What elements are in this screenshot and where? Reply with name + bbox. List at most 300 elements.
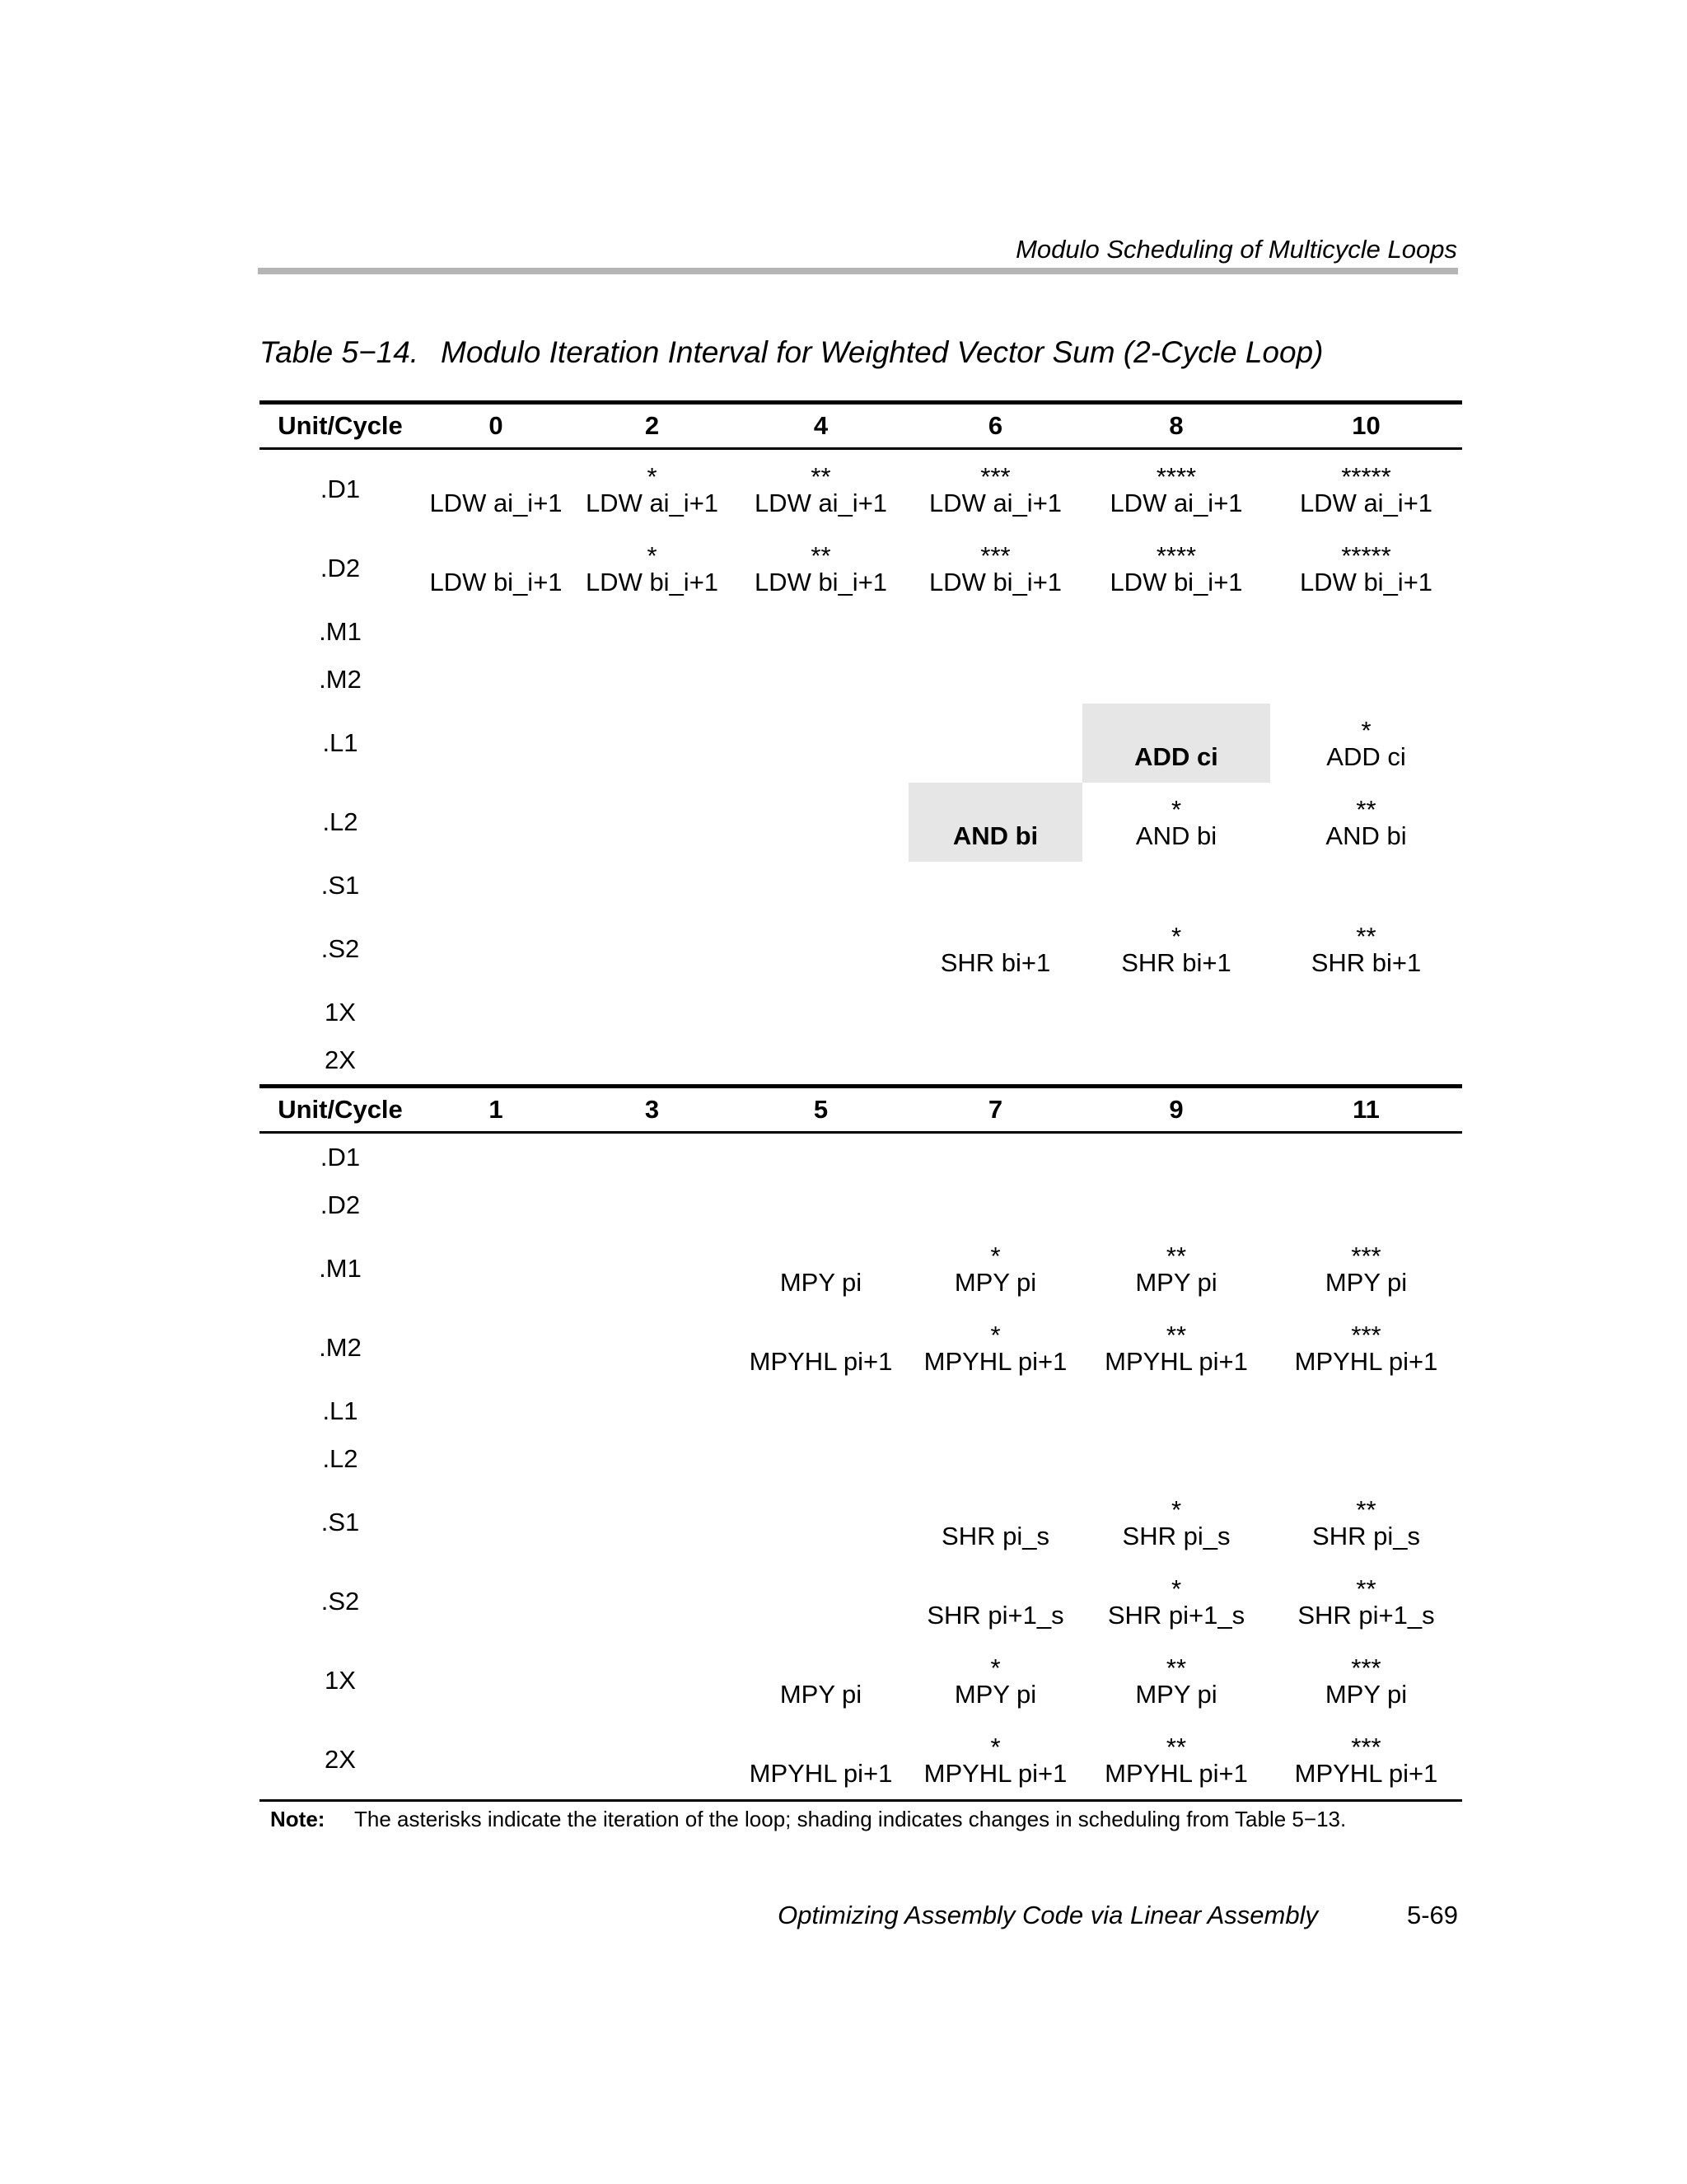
iteration-asterisks: **	[811, 541, 831, 570]
iteration-asterisks: **	[1356, 795, 1376, 824]
instruction: MPYHL pi+1	[749, 1759, 893, 1788]
empty-cell	[421, 1181, 571, 1229]
schedule-cell	[1270, 1229, 1462, 1308]
iteration-asterisks	[909, 1575, 1082, 1600]
instruction: LDW ai_i+1	[585, 489, 719, 517]
table-row	[259, 1720, 1462, 1801]
schedule-cell	[1082, 704, 1270, 783]
iteration-asterisks: **	[1166, 1242, 1187, 1270]
cell-content	[1082, 1575, 1270, 1641]
cycle-header: 3	[571, 1087, 733, 1133]
empty-cell	[909, 1435, 1082, 1483]
cell-content	[1270, 1733, 1462, 1799]
table-note	[270, 1804, 1346, 1834]
empty-cell	[733, 1181, 909, 1229]
cycle-header: 11	[1270, 1087, 1462, 1133]
table-row	[259, 1435, 1462, 1483]
empty-cell	[1270, 1387, 1462, 1435]
instruction: SHR pi_s	[1312, 1522, 1420, 1550]
cycle-header: 9	[1082, 1087, 1270, 1133]
empty-cell	[571, 1308, 733, 1387]
unit-label: .D1	[320, 1143, 361, 1172]
iteration-asterisks	[909, 923, 1082, 947]
empty-cell	[733, 910, 909, 989]
schedule-cell	[1270, 1641, 1462, 1720]
empty-cell	[571, 1133, 733, 1182]
empty-cell	[571, 1720, 733, 1801]
empty-cell	[571, 608, 733, 656]
cell-content	[421, 463, 571, 529]
cell-content	[1082, 1242, 1270, 1308]
cell-content	[733, 463, 909, 529]
cell-content	[1082, 717, 1270, 783]
schedule-cell	[733, 1641, 909, 1720]
schedule-cell	[733, 1229, 909, 1308]
empty-cell	[421, 1308, 571, 1387]
empty-cell	[909, 1387, 1082, 1435]
schedule-cell	[571, 529, 733, 608]
iteration-asterisks: ***	[980, 462, 1011, 491]
unit-label: .M2	[319, 1333, 362, 1362]
schedule-cell	[421, 529, 571, 608]
instruction: MPYHL pi+1	[1294, 1759, 1438, 1788]
instruction: SHR bi+1	[1311, 948, 1422, 977]
schedule-cell	[909, 529, 1082, 608]
cell-content	[1270, 463, 1462, 529]
unit-cycle-header: Unit/Cycle	[259, 1087, 421, 1133]
table-row	[259, 704, 1462, 783]
empty-cell	[421, 1562, 571, 1641]
table-row	[259, 608, 1462, 656]
table-row	[259, 1641, 1462, 1720]
unit-label: .D2	[320, 554, 361, 582]
schedule-cell	[1270, 910, 1462, 989]
empty-cell	[571, 656, 733, 704]
empty-cell	[1082, 1036, 1270, 1087]
empty-cell	[733, 608, 909, 656]
instruction: MPY pi	[954, 1680, 1037, 1709]
empty-cell	[571, 1229, 733, 1308]
schedule-cell	[909, 1483, 1082, 1562]
cell-content	[733, 1733, 909, 1799]
iteration-asterisks	[733, 1321, 909, 1346]
instruction: MPYHL pi+1	[1294, 1347, 1438, 1376]
note-label: Note:	[270, 1807, 325, 1831]
unit-cycle-header: Unit/Cycle	[259, 403, 421, 449]
cell-content	[733, 1321, 909, 1387]
unit-label: .S1	[320, 871, 360, 900]
empty-cell	[421, 862, 571, 910]
schedule-cell	[1270, 1562, 1462, 1641]
empty-cell	[733, 1562, 909, 1641]
iteration-asterisks: **	[1166, 1321, 1187, 1349]
iteration-asterisks: *****	[1341, 541, 1391, 570]
cell-content	[1082, 923, 1270, 989]
empty-cell	[571, 910, 733, 989]
empty-cell	[909, 1133, 1082, 1182]
empty-cell	[909, 656, 1082, 704]
empty-cell	[571, 862, 733, 910]
instruction: SHR bi+1	[940, 948, 1051, 977]
instruction: MPY pi	[779, 1680, 862, 1709]
instruction: ADD ci	[1326, 742, 1406, 771]
empty-cell	[421, 1435, 571, 1483]
schedule-cell	[1270, 1308, 1462, 1387]
unit-label: .M1	[319, 1254, 362, 1283]
table-row	[259, 1483, 1462, 1562]
instruction: LDW ai_i+1	[1299, 489, 1433, 517]
empty-cell	[1082, 1435, 1270, 1483]
cell-content	[421, 542, 571, 608]
instruction: LDW bi_i+1	[1110, 568, 1243, 596]
empty-cell	[733, 1435, 909, 1483]
page-footer	[258, 1899, 1458, 1940]
cycle-header: 7	[909, 1087, 1082, 1133]
schedule-cell	[1082, 910, 1270, 989]
instruction: MPYHL pi+1	[1105, 1347, 1248, 1376]
iteration-asterisks: *	[1361, 716, 1372, 745]
cell-content	[733, 1242, 909, 1308]
schedule-table	[259, 400, 1462, 1802]
cycle-header: 8	[1082, 403, 1270, 449]
table-row	[259, 1133, 1462, 1182]
schedule-cell	[1270, 704, 1462, 783]
unit-label: .S1	[320, 1508, 360, 1536]
cell-content	[1270, 796, 1462, 862]
schedule-cell	[909, 1308, 1082, 1387]
schedule-cell	[421, 449, 571, 530]
schedule-cell	[1270, 449, 1462, 530]
cell-content	[909, 1654, 1082, 1720]
empty-cell	[1082, 989, 1270, 1036]
instruction: LDW bi_i+1	[754, 568, 888, 596]
iteration-asterisks	[1082, 717, 1270, 741]
unit-label: .L1	[322, 1396, 358, 1425]
instruction: SHR pi_s	[942, 1522, 1049, 1550]
table-header-row	[259, 1087, 1462, 1133]
empty-cell	[571, 783, 733, 862]
schedule-cell	[1082, 449, 1270, 530]
empty-cell	[421, 1036, 571, 1087]
page-number: 5-69	[1406, 1901, 1458, 1929]
iteration-asterisks: ***	[1351, 1653, 1381, 1682]
empty-cell	[733, 1036, 909, 1087]
cell-content	[1270, 1575, 1462, 1641]
empty-cell	[421, 704, 571, 783]
iteration-asterisks	[421, 542, 571, 567]
instruction: LDW bi_i+1	[928, 568, 1063, 596]
schedule-cell	[571, 449, 733, 530]
cycle-header: 4	[733, 403, 909, 449]
schedule-cell	[1082, 1562, 1270, 1641]
unit-label: .L1	[322, 728, 358, 757]
instruction: LDW ai_i+1	[429, 489, 563, 517]
empty-cell	[571, 1562, 733, 1641]
empty-cell	[733, 989, 909, 1036]
empty-cell	[1270, 608, 1462, 656]
iteration-asterisks	[733, 1654, 909, 1679]
unit-label: .S2	[320, 934, 360, 963]
footer-title: Optimizing Assembly Code via Linear Assembly	[778, 1901, 1318, 1929]
unit-label: .L2	[322, 1444, 358, 1473]
empty-cell	[421, 1720, 571, 1801]
cell-content	[909, 463, 1082, 529]
empty-cell	[733, 656, 909, 704]
empty-cell	[1082, 1387, 1270, 1435]
instruction: SHR pi+1_s	[927, 1601, 1064, 1630]
empty-cell	[1082, 656, 1270, 704]
empty-cell	[571, 1181, 733, 1229]
schedule-cell	[1082, 529, 1270, 608]
cell-content	[1270, 1321, 1462, 1387]
cell-content	[571, 463, 733, 529]
empty-cell	[421, 1483, 571, 1562]
schedule-cell	[909, 910, 1082, 989]
empty-cell	[421, 1133, 571, 1182]
schedule-cell	[1082, 1641, 1270, 1720]
iteration-asterisks: *	[1171, 1495, 1182, 1524]
schedule-cell	[1082, 783, 1270, 862]
schedule-cell	[909, 783, 1082, 862]
empty-cell	[1270, 1435, 1462, 1483]
table-row	[259, 1308, 1462, 1387]
empty-cell	[571, 1036, 733, 1087]
empty-cell	[571, 1387, 733, 1435]
iteration-asterisks: *	[990, 1653, 1001, 1682]
iteration-asterisks: **	[1166, 1653, 1187, 1682]
cell-content	[909, 1321, 1082, 1387]
empty-cell	[1270, 656, 1462, 704]
empty-cell	[1270, 989, 1462, 1036]
table-number: Table 5−14.	[259, 335, 419, 369]
instruction: AND bi	[1325, 821, 1407, 850]
instruction: MPYHL pi+1	[923, 1759, 1068, 1788]
empty-cell	[1270, 1181, 1462, 1229]
table-title: Modulo Iteration Interval for Weighted Vector Sum (2-Cycle Loop)	[441, 335, 1324, 369]
table-row	[259, 529, 1462, 608]
empty-cell	[421, 608, 571, 656]
instruction: MPYHL pi+1	[749, 1347, 893, 1376]
unit-label: .D2	[320, 1190, 361, 1219]
empty-cell	[571, 704, 733, 783]
instruction: MPYHL pi+1	[923, 1347, 1068, 1376]
empty-cell	[733, 1387, 909, 1435]
table-row	[259, 1229, 1462, 1308]
empty-cell	[571, 1641, 733, 1720]
cell-content	[1270, 717, 1462, 783]
cell-content	[733, 542, 909, 608]
empty-cell	[1082, 862, 1270, 910]
cell-content	[909, 796, 1082, 862]
cell-content	[909, 1733, 1082, 1799]
unit-label: 1X	[325, 998, 356, 1027]
schedule-cell	[1270, 783, 1462, 862]
schedule-cell	[1082, 1483, 1270, 1562]
schedule-cell	[733, 1720, 909, 1801]
empty-cell	[1082, 1133, 1270, 1182]
empty-cell	[571, 1483, 733, 1562]
instruction: SHR bi+1	[1121, 948, 1231, 977]
iteration-asterisks	[909, 1496, 1082, 1521]
unit-label: .M2	[319, 665, 362, 694]
empty-cell	[571, 1435, 733, 1483]
instruction: MPY pi	[1135, 1680, 1217, 1709]
empty-cell	[421, 1229, 571, 1308]
cell-content	[1082, 542, 1270, 608]
empty-cell	[421, 783, 571, 862]
note-text: The asterisks indicate the iteration of the loop; shading indicates changes in scheduling from Table 5−13.	[354, 1807, 1347, 1831]
iteration-asterisks: ***	[1351, 1242, 1381, 1270]
schedule-cell	[1082, 1720, 1270, 1801]
iteration-asterisks: ***	[1351, 1733, 1381, 1761]
empty-cell	[1270, 862, 1462, 910]
empty-cell	[733, 704, 909, 783]
instruction: AND bi	[952, 821, 1039, 850]
schedule-cell	[909, 1641, 1082, 1720]
iteration-asterisks: *	[990, 1733, 1001, 1761]
unit-label: .M1	[319, 617, 362, 646]
instruction: LDW ai_i+1	[754, 489, 888, 517]
table-row	[259, 1387, 1462, 1435]
header-rule	[258, 268, 1458, 274]
cell-content	[1270, 1496, 1462, 1562]
schedule-cell	[909, 1562, 1082, 1641]
cell-content	[1082, 463, 1270, 529]
cycle-header: 6	[909, 403, 1082, 449]
cell-content	[1082, 1321, 1270, 1387]
empty-cell	[421, 989, 571, 1036]
iteration-asterisks: *	[647, 462, 657, 491]
iteration-asterisks: ***	[980, 541, 1011, 570]
cell-content	[1270, 542, 1462, 608]
table-row	[259, 910, 1462, 989]
unit-label: .L2	[322, 807, 358, 836]
instruction: AND bi	[1135, 821, 1217, 850]
instruction: LDW ai_i+1	[928, 489, 1063, 517]
empty-cell	[909, 1181, 1082, 1229]
instruction: MPYHL pi+1	[1105, 1759, 1248, 1788]
empty-cell	[909, 862, 1082, 910]
empty-cell	[733, 1483, 909, 1562]
schedule-cell	[1082, 1229, 1270, 1308]
schedule-cell	[1270, 529, 1462, 608]
unit-label: 1X	[325, 1666, 356, 1695]
cell-content	[571, 542, 733, 608]
cell-content	[1270, 1654, 1462, 1720]
iteration-asterisks: *	[1171, 795, 1182, 824]
unit-label: 2X	[259, 1720, 421, 1801]
table-header-row	[259, 403, 1462, 449]
instruction: SHR pi+1_s	[1107, 1601, 1245, 1630]
iteration-asterisks	[421, 463, 571, 488]
empty-cell	[1270, 1036, 1462, 1087]
cell-content	[909, 1496, 1082, 1562]
instruction: LDW bi_i+1	[585, 568, 719, 596]
instruction: ADD ci	[1134, 742, 1218, 771]
table-row	[259, 1036, 1462, 1087]
empty-cell	[733, 783, 909, 862]
cell-content	[1270, 923, 1462, 989]
cycle-header: 1	[421, 1087, 571, 1133]
table-row	[259, 989, 1462, 1036]
empty-cell	[421, 910, 571, 989]
cell-content	[1082, 796, 1270, 862]
running-header: Modulo Scheduling of Multicycle Loops	[1016, 235, 1457, 264]
table-row	[259, 656, 1462, 704]
iteration-asterisks: ****	[1156, 541, 1197, 570]
unit-label: 2X	[325, 1045, 356, 1074]
empty-cell	[909, 1036, 1082, 1087]
iteration-asterisks: **	[1166, 1733, 1187, 1761]
schedule-cell	[909, 449, 1082, 530]
iteration-asterisks: *	[1171, 922, 1182, 951]
instruction: MPY pi	[779, 1268, 862, 1297]
cell-content	[909, 1575, 1082, 1641]
iteration-asterisks: **	[811, 462, 831, 491]
empty-cell	[571, 989, 733, 1036]
instruction: MPY pi	[1325, 1268, 1408, 1297]
iteration-asterisks: **	[1356, 1495, 1376, 1524]
cell-content	[909, 542, 1082, 608]
empty-cell	[733, 862, 909, 910]
iteration-asterisks: *	[1171, 1574, 1182, 1603]
table-row	[259, 862, 1462, 910]
schedule-cell	[1270, 1720, 1462, 1801]
empty-cell	[909, 704, 1082, 783]
cycle-header: 2	[571, 403, 733, 449]
schedule-cell	[733, 449, 909, 530]
cell-content	[1270, 1242, 1462, 1308]
schedule-cell	[733, 529, 909, 608]
table-row	[259, 1562, 1462, 1641]
instruction: LDW bi_i+1	[1299, 568, 1433, 596]
cell-content	[1082, 1733, 1270, 1799]
iteration-asterisks: *	[990, 1242, 1001, 1270]
cycle-header: 5	[733, 1087, 909, 1133]
cell-content	[909, 1242, 1082, 1308]
schedule-cell	[909, 1720, 1082, 1801]
iteration-asterisks: ***	[1351, 1321, 1381, 1349]
cell-content	[909, 923, 1082, 989]
empty-cell	[733, 1133, 909, 1182]
schedule-cell	[1270, 1483, 1462, 1562]
cycle-header: 10	[1270, 403, 1462, 449]
iteration-asterisks	[909, 796, 1082, 821]
empty-cell	[421, 1387, 571, 1435]
empty-cell	[1082, 1181, 1270, 1229]
table-row	[259, 449, 1462, 530]
iteration-asterisks: *	[990, 1321, 1001, 1349]
instruction: LDW bi_i+1	[429, 568, 563, 596]
iteration-asterisks: *	[647, 541, 657, 570]
schedule-cell	[733, 1308, 909, 1387]
iteration-asterisks: **	[1356, 1574, 1376, 1603]
unit-label: .S2	[320, 1587, 360, 1616]
unit-label: .D1	[320, 475, 361, 503]
schedule-cell	[909, 1229, 1082, 1308]
cycle-header: 0	[421, 403, 571, 449]
instruction: SHR pi_s	[1122, 1522, 1231, 1550]
cell-content	[1082, 1496, 1270, 1562]
instruction: SHR pi+1_s	[1297, 1601, 1435, 1630]
iteration-asterisks	[733, 1733, 909, 1758]
empty-cell	[1082, 608, 1270, 656]
iteration-asterisks: ****	[1156, 462, 1197, 491]
iteration-asterisks: **	[1356, 922, 1376, 951]
empty-cell	[909, 608, 1082, 656]
cell-content	[733, 1654, 909, 1720]
empty-cell	[909, 989, 1082, 1036]
